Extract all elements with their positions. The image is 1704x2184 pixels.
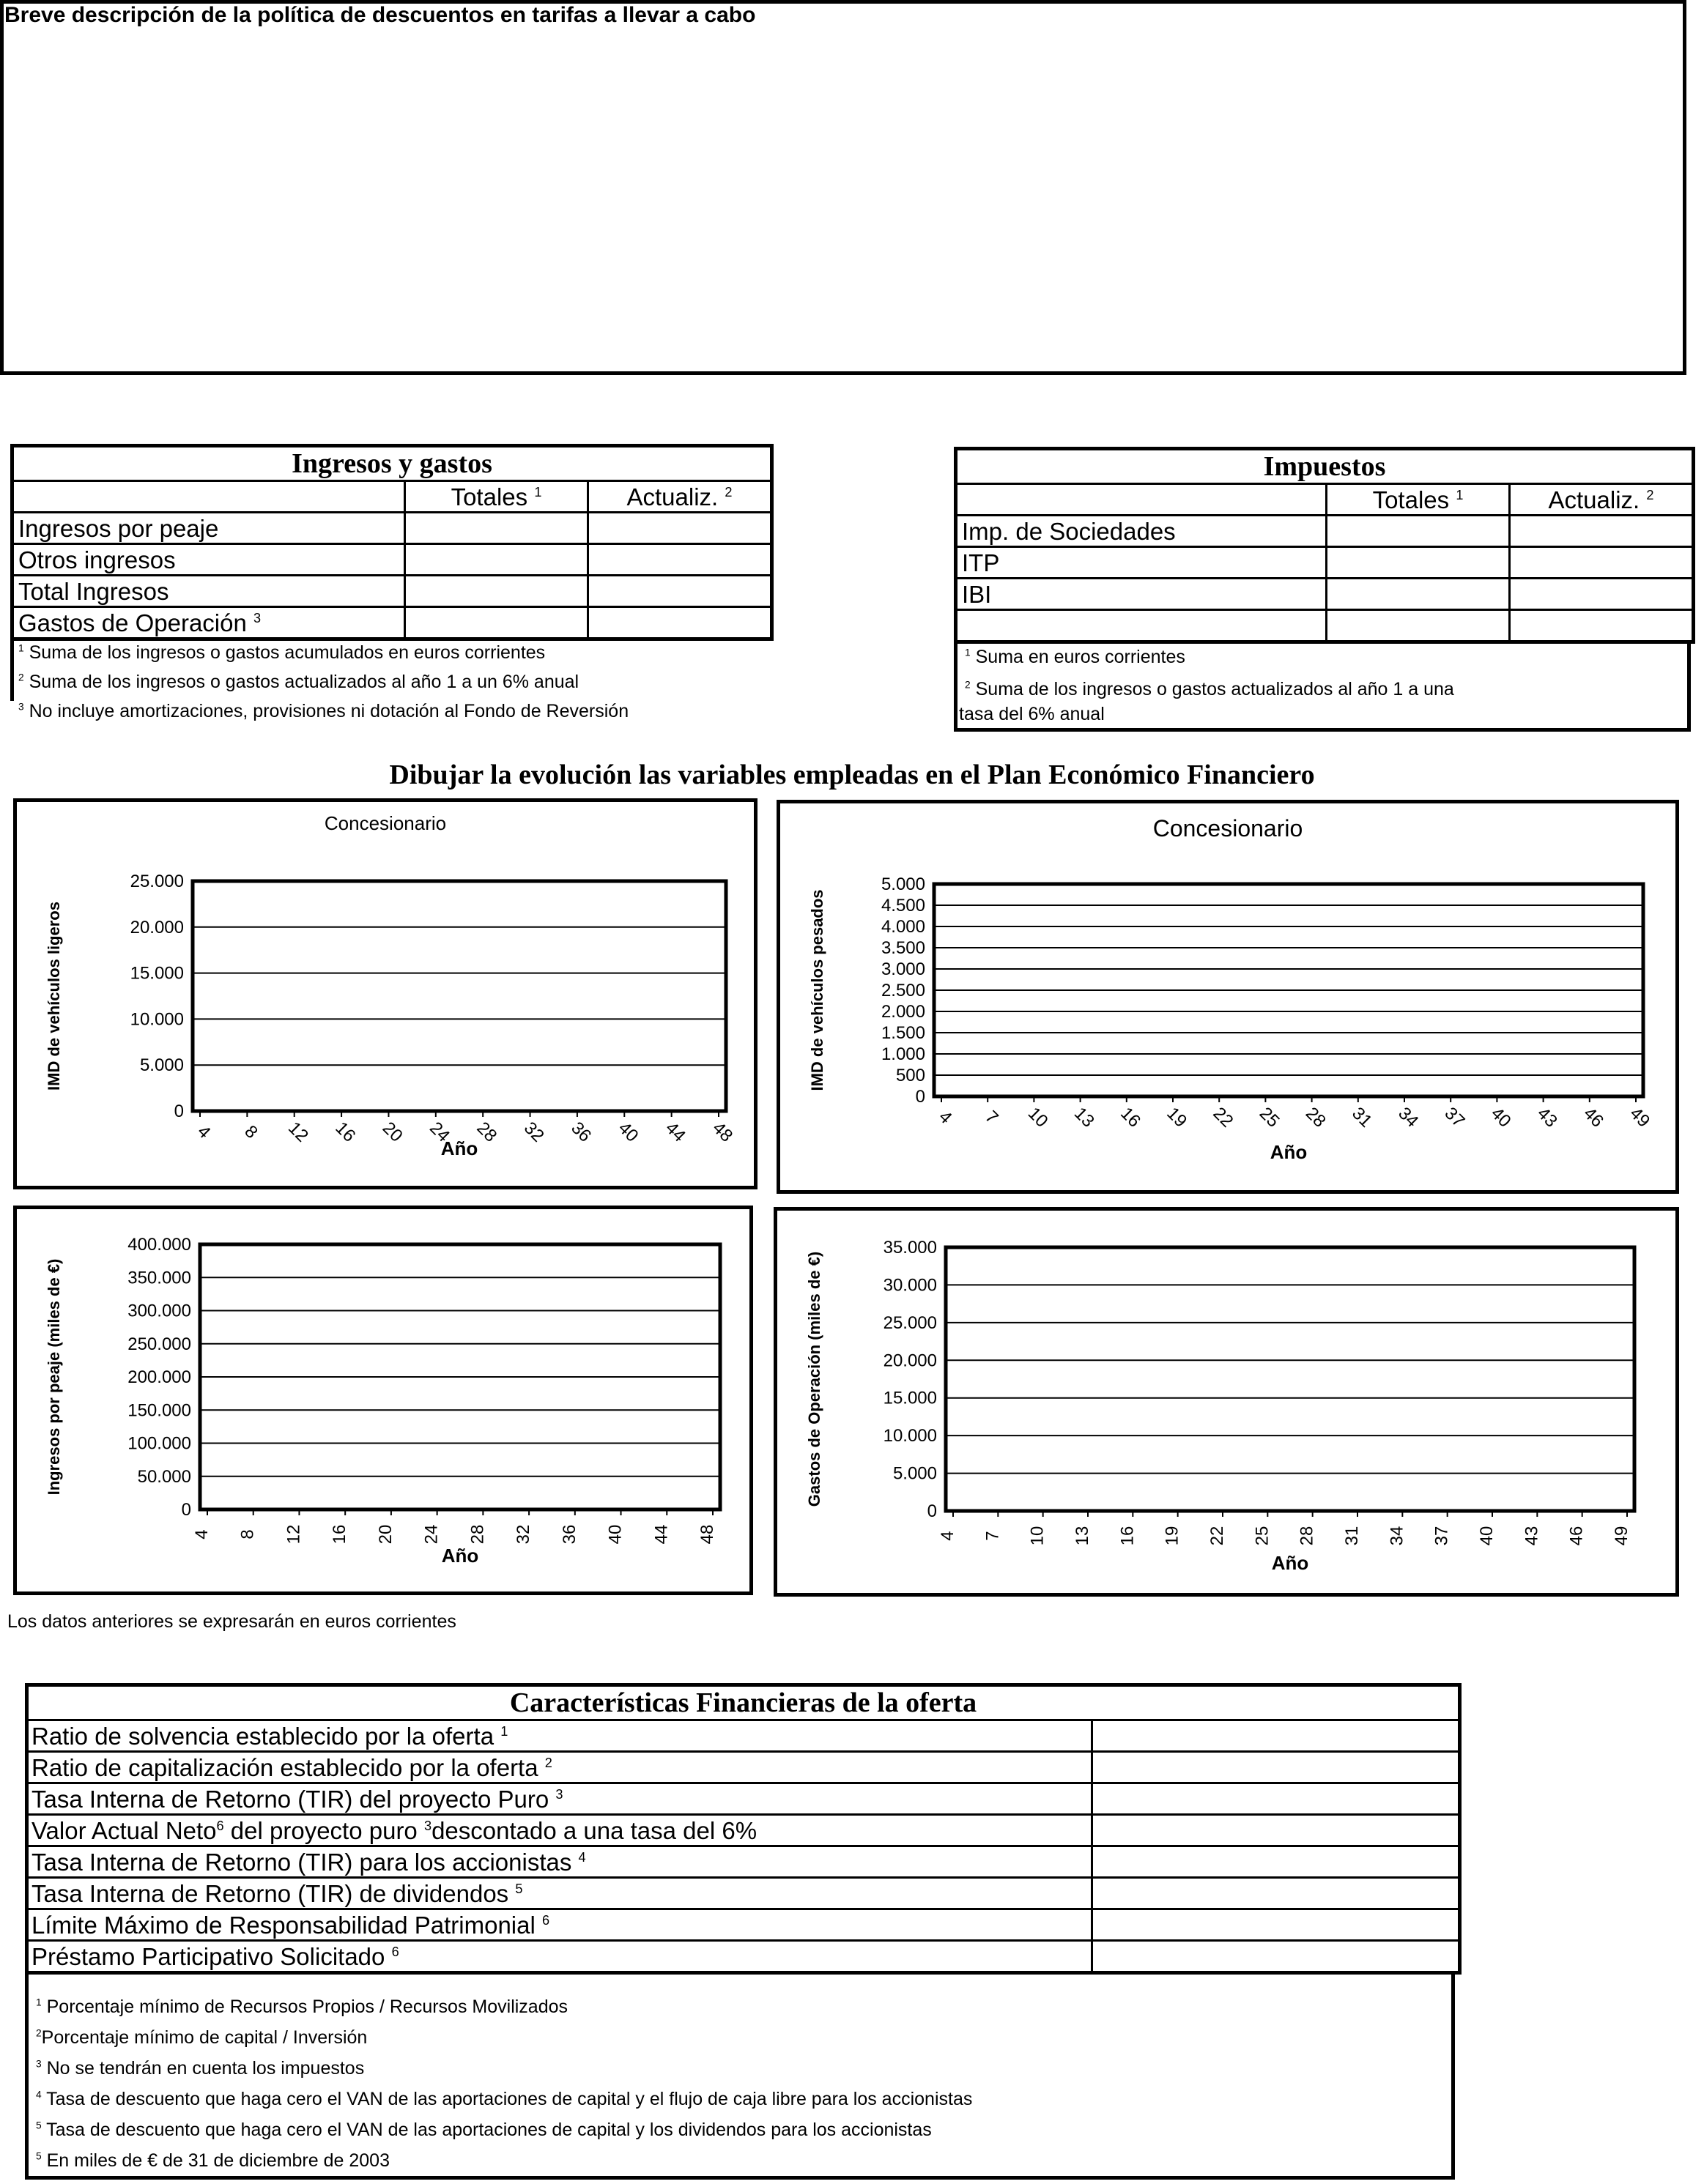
ingresos-gastos-section — [10, 444, 774, 721]
x-tick-label: 20 — [378, 1118, 407, 1146]
x-tick-label: 16 — [1117, 1526, 1138, 1546]
y-tick-label: 35.000 — [883, 1238, 937, 1258]
empty-header-cell — [956, 484, 1327, 516]
y-tick-label: 100.000 — [127, 1433, 191, 1454]
y-tick-label: 25.000 — [883, 1312, 937, 1333]
x-tick-label: 4 — [938, 1531, 957, 1541]
x-tick-label: 43 — [1533, 1103, 1561, 1132]
value-cell[interactable] — [1092, 1909, 1460, 1941]
chart-gastos-operacion — [777, 1211, 1675, 1593]
col-actualiz: Actualiz. $^2$ — [1510, 484, 1694, 516]
x-tick-label: 28 — [473, 1118, 501, 1146]
y-tick-label: 10.000 — [883, 1426, 937, 1446]
x-tick-label: 40 — [605, 1524, 626, 1545]
x-tick-label: 28 — [1297, 1526, 1317, 1546]
x-tick-label: 20 — [375, 1524, 396, 1545]
x-tick-label: 34 — [1394, 1103, 1423, 1132]
chart-title: Concesionario — [1152, 815, 1303, 842]
value-cell[interactable] — [1092, 1846, 1460, 1878]
y-tick-label: 2.500 — [881, 981, 925, 1000]
table-row: Tasa Interna de Retorno (TIR) para los accionistas $^4$ — [27, 1846, 1460, 1878]
x-tick-label: 28 — [467, 1524, 488, 1545]
x-tick-label: 49 — [1612, 1526, 1631, 1546]
x-tick-label: 36 — [567, 1118, 596, 1146]
x-tick-label: 43 — [1522, 1526, 1542, 1546]
table-row: Ingresos por peaje — [12, 513, 772, 544]
x-tick-label: 12 — [284, 1118, 313, 1146]
x-tick-label: 31 — [1342, 1526, 1362, 1546]
ingresos-notes: $^1$ Suma de los ingresos o gastos acumulados en euros corrientes $^2$ Suma de los ingresos o gastos actualizados al año 1 a un 6% anual $^3$ No incluye amortizaciones, provisiones ni dotación al Fondo de Reversión — [10, 641, 772, 701]
x-tick-label: 44 — [661, 1118, 689, 1146]
financieras-section — [25, 1683, 1462, 2180]
table-row: Imp. de Sociedades — [956, 516, 1694, 547]
y-tick-label: 30.000 — [883, 1275, 937, 1296]
table-row: IBI — [956, 579, 1694, 610]
y-tick-label: 150.000 — [127, 1400, 191, 1421]
y-tick-label: 15.000 — [130, 963, 184, 984]
x-tick-label: 25 — [1255, 1103, 1283, 1132]
y-tick-label: 5.000 — [139, 1055, 184, 1076]
table-row: Gastos de Operación $^3$ — [12, 607, 772, 639]
y-tick-label: 0 — [915, 1087, 925, 1107]
x-tick-label: 44 — [651, 1524, 672, 1545]
value-cell[interactable] — [1092, 1783, 1460, 1815]
value-cell[interactable] — [1510, 547, 1694, 579]
value-cell[interactable] — [1092, 1815, 1460, 1846]
y-tick-label: 10.000 — [130, 1009, 184, 1030]
y-axis-label: IMD de vehículos pesados — [808, 889, 826, 1091]
y-axis-label: Ingresos por peaje (miles de €) — [45, 1258, 63, 1496]
y-axis-label: IMD de vehículos ligeros — [45, 902, 63, 1091]
table-row: Tasa Interna de Retorno (TIR) de dividendos $^5$ — [27, 1878, 1460, 1909]
y-tick-label: 4.500 — [881, 896, 925, 915]
value-cell[interactable] — [1327, 516, 1510, 547]
value-cell[interactable] — [405, 513, 588, 544]
value-cell[interactable] — [1327, 610, 1510, 642]
chart-box-2 — [777, 800, 1679, 1194]
chart-box-4 — [774, 1207, 1679, 1597]
y-tick-label: 1.500 — [881, 1023, 925, 1043]
y-tick-label: 4.000 — [881, 917, 925, 937]
x-tick-label: 37 — [1431, 1526, 1452, 1546]
y-tick-label: 250.000 — [127, 1334, 191, 1354]
y-tick-label: 5.000 — [892, 1463, 937, 1484]
x-tick-label: 48 — [697, 1524, 717, 1545]
x-tick-label: 46 — [1566, 1526, 1587, 1546]
col-totales: Totales $^1$ — [1327, 484, 1510, 516]
y-tick-label: 400.000 — [127, 1235, 191, 1255]
x-tick-label: 4 — [192, 1529, 212, 1539]
x-axis-label: Año — [440, 1137, 478, 1159]
y-tick-label: 2.000 — [881, 1002, 925, 1022]
col-actualiz: Actualiz. $^2$ — [588, 481, 772, 513]
table-title: Impuestos — [956, 449, 1694, 484]
x-tick-label: 49 — [1626, 1103, 1654, 1132]
plot-area — [946, 1247, 1634, 1511]
chart-imd-pesados — [780, 803, 1675, 1190]
table-row: Valor Actual Neto$^6$ del proyecto puro $^3$descontado a una tasa del 6% — [27, 1815, 1460, 1846]
value-cell[interactable] — [588, 544, 772, 576]
value-cell[interactable] — [588, 576, 772, 607]
table-row — [956, 610, 1694, 642]
x-tick-label: 40 — [1477, 1526, 1497, 1546]
x-tick-label: 28 — [1301, 1103, 1330, 1132]
col-totales: Totales $^1$ — [405, 481, 588, 513]
empty-header-cell — [12, 481, 405, 513]
financieras-table — [25, 1683, 1462, 1975]
x-tick-label: 16 — [1116, 1103, 1145, 1132]
x-tick-label: 22 — [1207, 1526, 1227, 1546]
impuestos-notes: $^1$ Suma en euros corrientes $^2$ Suma de los ingresos o gastos actualizados al año 1 a una tasa del 6% anual — [954, 644, 1691, 732]
table-row: Otros ingresos — [12, 544, 772, 576]
x-axis-label: Año — [1270, 1141, 1308, 1163]
y-tick-label: 5.000 — [881, 874, 925, 894]
value-cell[interactable] — [1327, 579, 1510, 610]
y-tick-label: 3.500 — [881, 938, 925, 958]
x-tick-label: 37 — [1440, 1103, 1469, 1132]
ingresos-gastos-table — [10, 444, 774, 641]
y-tick-label: 0 — [181, 1500, 191, 1520]
x-tick-label: 22 — [1209, 1103, 1237, 1132]
y-tick-label: 0 — [927, 1501, 937, 1521]
description-label: Breve descripción de la política de descuentos en tarifas a llevar a cabo — [4, 3, 756, 27]
value-cell[interactable] — [405, 544, 588, 576]
value-cell[interactable] — [1092, 1752, 1460, 1783]
value-cell[interactable] — [1510, 579, 1694, 610]
y-tick-label: 20.000 — [883, 1351, 937, 1371]
table-row: Límite Máximo de Responsabilidad Patrimonial $^6$ — [27, 1909, 1460, 1941]
x-tick-label: 8 — [237, 1529, 258, 1539]
table-row: ITP — [956, 547, 1694, 579]
x-tick-label: 24 — [421, 1524, 442, 1545]
value-cell[interactable] — [1092, 1720, 1460, 1752]
value-cell[interactable] — [1092, 1878, 1460, 1909]
value-cell[interactable] — [1092, 1941, 1460, 1973]
y-tick-label: 50.000 — [137, 1466, 191, 1487]
value-cell[interactable] — [588, 513, 772, 544]
charts-footnote: Los datos anteriores se expresarán en euros corrientes — [7, 1611, 456, 1632]
x-tick-label: 12 — [284, 1524, 304, 1545]
x-tick-label: 34 — [1387, 1526, 1407, 1546]
value-cell[interactable] — [1510, 610, 1694, 642]
y-tick-label: 15.000 — [883, 1388, 937, 1408]
value-cell[interactable] — [1327, 547, 1510, 579]
x-tick-label: 32 — [519, 1118, 548, 1146]
x-tick-label: 4 — [935, 1107, 956, 1128]
x-tick-label: 13 — [1070, 1103, 1098, 1132]
x-tick-label: 40 — [1486, 1103, 1515, 1132]
x-tick-label: 46 — [1579, 1103, 1608, 1132]
table-title: Características Financieras de la oferta — [27, 1685, 1460, 1720]
impuestos-section — [954, 447, 1695, 732]
x-tick-label: 7 — [982, 1531, 1003, 1541]
y-tick-label: 20.000 — [130, 917, 184, 937]
table-row: Tasa Interna de Retorno (TIR) del proyecto Puro $^3$ — [27, 1783, 1460, 1815]
y-tick-label: 350.000 — [127, 1268, 191, 1288]
x-axis-label: Año — [441, 1545, 479, 1567]
chart-box-1 — [13, 798, 757, 1189]
x-tick-label: 48 — [708, 1118, 737, 1146]
x-tick-label: 7 — [981, 1107, 1002, 1128]
x-tick-label: 10 — [1027, 1526, 1048, 1546]
impuestos-table — [954, 447, 1695, 644]
x-tick-label: 16 — [331, 1118, 360, 1146]
x-tick-label: 13 — [1073, 1526, 1092, 1546]
value-cell[interactable] — [1510, 516, 1694, 547]
chart-imd-ligeros — [17, 802, 754, 1186]
y-tick-label: 3.000 — [881, 959, 925, 979]
y-tick-label: 500 — [895, 1066, 925, 1085]
financieras-notes: $^1$ Porcentaje mínimo de Recursos Propios / Recursos Movilizados $^2$Porcentaje mínimo de capital / Inversión $^3$ No se tendrán en cuenta los impuestos $^4$ Tasa de descuento que haga cero el VAN de las aportaciones de capital y el flujo de caja libre para los accionistas $^5$ Tasa de descuento que haga cero el VAN de las aportaciones de capital y los dividendos para los accionistas $^5$ En miles de € de 31 de diciembre de 2003 — [25, 1975, 1455, 2180]
table-row: Total Ingresos — [12, 576, 772, 607]
x-tick-label: 40 — [614, 1118, 642, 1146]
y-tick-label: 300.000 — [127, 1301, 191, 1321]
value-cell[interactable] — [405, 607, 588, 639]
y-axis-label: Gastos de Operación (miles de €) — [805, 1251, 823, 1507]
x-tick-label: 25 — [1252, 1526, 1273, 1546]
x-tick-label: 36 — [559, 1524, 579, 1545]
y-tick-label: 25.000 — [130, 872, 184, 891]
plot-area — [193, 881, 726, 1111]
x-tick-label: 19 — [1162, 1526, 1182, 1546]
table-row: Ratio de capitalización establecido por la oferta $^2$ — [27, 1752, 1460, 1783]
x-tick-label: 8 — [240, 1121, 262, 1143]
table-row: Préstamo Participativo Solicitado $^6$ — [27, 1941, 1460, 1973]
chart-title: Concesionario — [324, 812, 447, 834]
x-tick-label: 10 — [1023, 1103, 1052, 1132]
chart-box-3 — [13, 1206, 753, 1595]
chart-ingresos-peaje — [17, 1209, 749, 1591]
description-box[interactable] — [0, 0, 1686, 375]
x-tick-label: 4 — [193, 1121, 215, 1143]
value-cell[interactable] — [588, 607, 772, 639]
y-tick-label: 200.000 — [127, 1367, 191, 1387]
table-row: Ratio de solvencia establecido por la oferta $^1$ — [27, 1720, 1460, 1752]
x-tick-label: 16 — [330, 1524, 350, 1545]
charts-heading: Dibujar la evolución las variables empleadas en el Plan Económico Financiero — [389, 759, 1315, 790]
value-cell[interactable] — [405, 576, 588, 607]
x-tick-label: 31 — [1348, 1103, 1377, 1132]
x-tick-label: 24 — [426, 1118, 454, 1146]
x-tick-label: 32 — [514, 1524, 534, 1545]
x-axis-label: Año — [1271, 1552, 1309, 1574]
y-tick-label: 0 — [174, 1102, 184, 1121]
x-tick-label: 19 — [1163, 1103, 1191, 1132]
y-tick-label: 1.000 — [881, 1044, 925, 1064]
table-title: Ingresos y gastos — [12, 446, 772, 481]
